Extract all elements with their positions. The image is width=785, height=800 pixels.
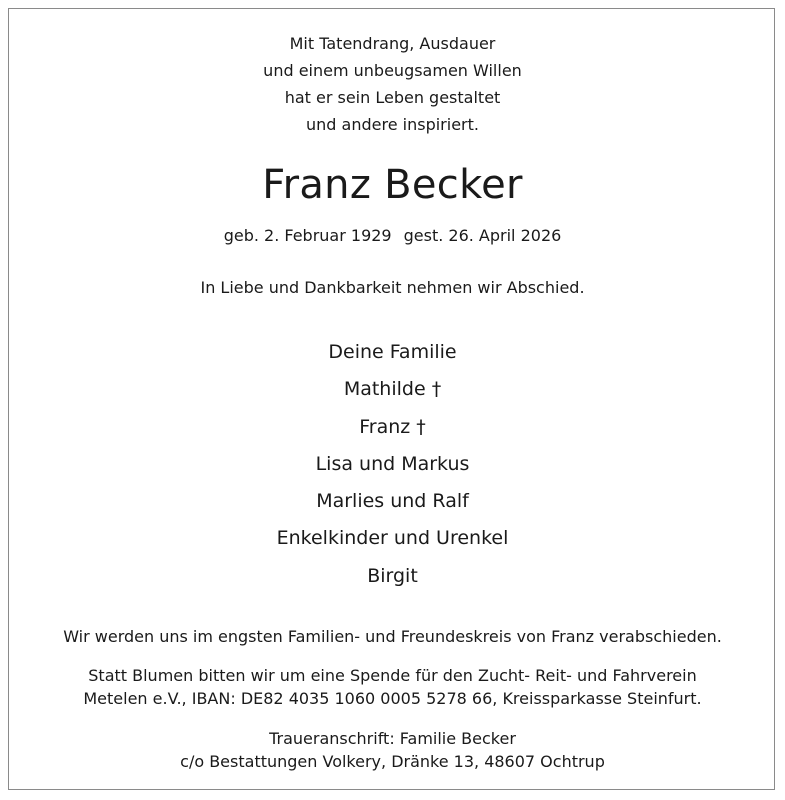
ceremony-notice: Wir werden uns im engsten Familien- und Freundeskreis von Franz verabschieden. xyxy=(63,627,722,646)
address-line-2: c/o Bestattungen Volkery, Dränke 13, 48607 Ochtrup xyxy=(180,752,605,771)
family-member: Deine Familie xyxy=(328,341,457,363)
birth-date: geb. 2. Februar 1929 xyxy=(223,226,392,245)
family-member: Birgit xyxy=(367,565,418,587)
verse-line-1: Mit Tatendrang, Ausdauer xyxy=(289,34,496,53)
family-member: Mathilde † xyxy=(343,378,442,400)
family-member: Lisa und Markus xyxy=(315,453,470,475)
family-member: Enkelkinder und Urenkel xyxy=(276,527,509,549)
family-member: Marlies und Ralf xyxy=(316,490,469,512)
donation-notice-line-2: Metelen e.V., IBAN: DE82 4035 1060 0005 5278 66, Kreissparkasse Steinfurt. xyxy=(83,689,702,708)
verse-line-3: hat er sein Leben gestaltet xyxy=(284,88,501,107)
farewell-text: In Liebe und Dankbarkeit nehmen wir Abschied. xyxy=(200,278,585,297)
deceased-name: Franz Becker xyxy=(262,162,523,208)
death-date: gest. 26. April 2026 xyxy=(403,226,562,245)
donation-notice-line-1: Statt Blumen bitten wir um eine Spende für den Zucht- Reit- und Fahrverein xyxy=(88,666,697,685)
life-dates xyxy=(0,226,785,245)
verse-line-4: und andere inspiriert. xyxy=(306,115,479,134)
family-member: Franz † xyxy=(359,416,426,438)
address-line-1: Traueranschrift: Familie Becker xyxy=(269,729,516,748)
verse-line-2: und einem unbeugsamen Willen xyxy=(263,61,522,80)
